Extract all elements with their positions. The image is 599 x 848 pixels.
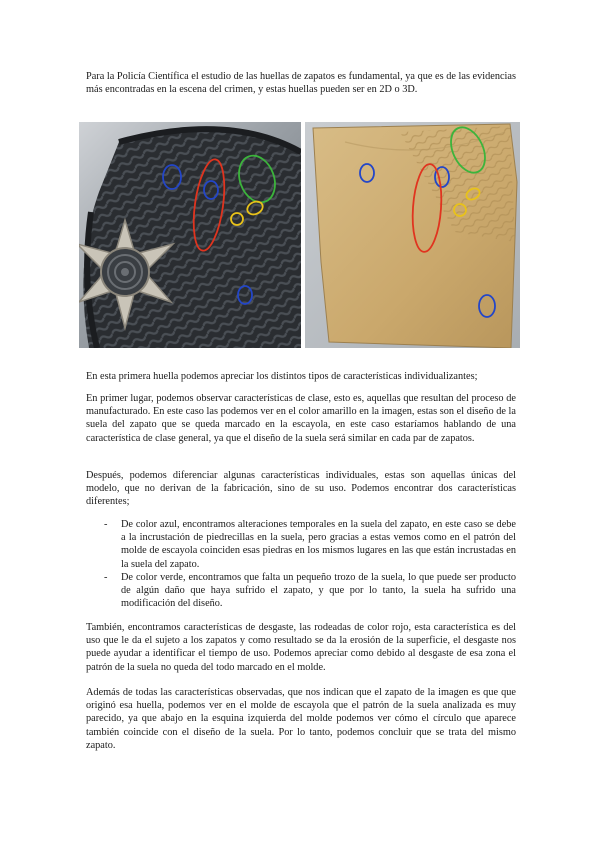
shoe-sole-photo xyxy=(79,122,301,348)
list-item-text: De color verde, encontramos que falta un pequeño trozo de la suela, lo que puede ser producto de algún daño que haya sufrido el zapato, y que por lo tanto, la suela ha sufrido una modificación del diseño. xyxy=(121,571,516,610)
conclusion-paragraph: Además de todas las características observadas, que nos indican que el zapato de la imagen es que que originó esa huella, podemos ver en el molde de escayola que el patrón de la suela analizada es muy parecido, ya que abajo en la esquina izquierda del molde podemos ver cómo el círculo que aparece también coincide con el diseño de la suela. Por lo tanto, podemos concluir que se trata del mismo zapato. xyxy=(86,687,516,751)
individual-features-list xyxy=(104,518,516,610)
wear-features-paragraph: También, encontramos características de desgaste, las rodeadas de color rojo, esta característica es del uso que le da el sujeto a los zapatos y como resultado se da la erosión de la superficie, el desgaste nos puede ayudar a identificar el tiempo de uso. Podemos apreciar como debido al desgaste de esa zona el patrón de la suela no queda del todo marcado en el molde. xyxy=(86,622,516,673)
list-bullet: - xyxy=(104,519,108,530)
first-print-paragraph: En esta primera huella podemos apreciar los distintos tipos de características individualizantes; xyxy=(86,371,478,382)
intro-paragraph: Para la Policía Científica el estudio de las huellas de zapatos es fundamental, ya que es de las evidencias más encontradas en la escena del crimen, y estas huellas pueden ser en 2D o 3D. xyxy=(86,71,516,96)
list-item-text: De color azul, encontramos alteraciones temporales en la suela del zapato, en este caso se debe a la incrustación de piedrecillas en la suela, pero gracias a estas vemos como en el patrón del molde de escayola coinciden esas piedras en los mismos lugares en las que están incrustadas en la suela del zapato. xyxy=(121,519,516,570)
list-bullet: - xyxy=(104,571,108,583)
shoe-print-figure xyxy=(79,122,520,348)
list-item xyxy=(104,571,516,611)
sole-tread xyxy=(83,129,301,348)
list-item xyxy=(104,518,516,571)
class-features-paragraph: En primer lugar, podemos observar características de clase, esto es, aquellas que resultan del proceso de manufacturado. En este caso las podemos ver en el color amarillo en la imagen, estas son el diseño de la suela del zapato que se queda marcado en la escayola, en este caso estaríamos hablando de una característica de clase general, ya que el diseño de la suela será similar en cada par de zapatos. xyxy=(86,393,516,444)
plaster-cast-photo xyxy=(305,122,520,348)
individual-features-paragraph: Después, podemos diferenciar algunas características individuales, estas son aquellas únicas del modelo, que no derivan de la fabricación, sino de su uso. Podemos encontrar dos características diferentes; xyxy=(86,470,516,508)
